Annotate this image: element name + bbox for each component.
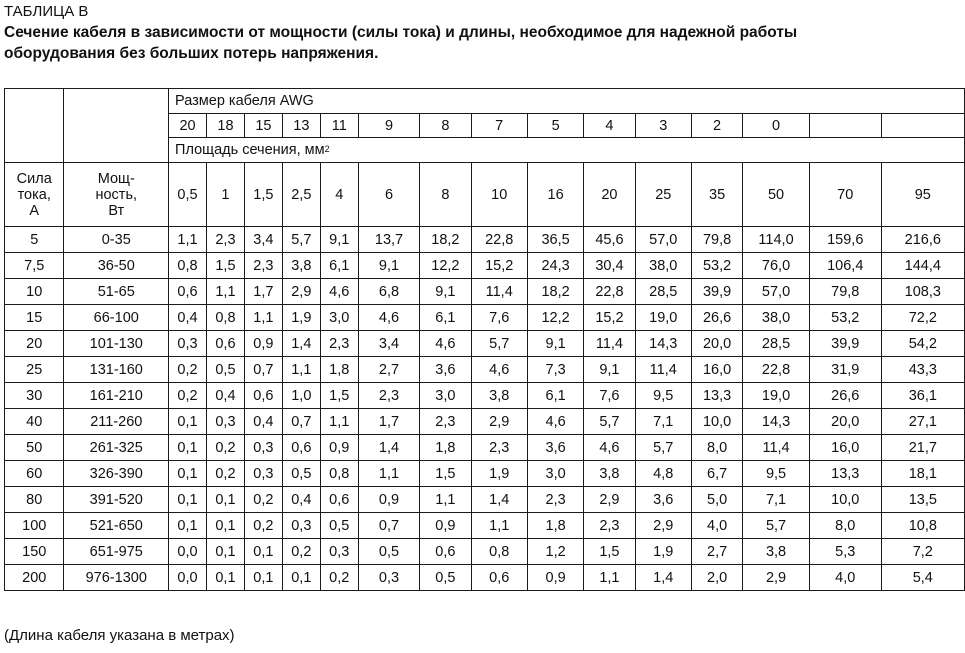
length-cell: 0,7	[244, 357, 282, 383]
length-cell: 0,6	[282, 435, 320, 461]
current-cell: 60	[5, 461, 64, 487]
length-cell: 0,8	[320, 461, 358, 487]
length-cell: 5,0	[691, 487, 742, 513]
length-cell: 1,1	[471, 513, 527, 539]
awg-size-cell: 0	[743, 114, 810, 138]
table-row	[5, 513, 965, 539]
area-cell: 0,5	[169, 163, 207, 227]
power-cell: 36-50	[64, 253, 169, 279]
length-cell: 9,5	[635, 383, 691, 409]
length-cell: 13,3	[809, 461, 881, 487]
length-cell: 5,7	[635, 435, 691, 461]
length-cell: 14,3	[743, 409, 810, 435]
length-cell: 0,1	[244, 539, 282, 565]
table-subtitle: Сечение кабеля в зависимости от мощности (силы тока) и длины, необходимое для надежной работы оборудования без больших потерь напряжения.	[4, 24, 798, 62]
power-cell: 391-520	[64, 487, 169, 513]
table-row	[5, 565, 965, 591]
table-row	[5, 487, 965, 513]
length-cell: 2,0	[691, 565, 742, 591]
power-cell: 261-325	[64, 435, 169, 461]
length-cell: 79,8	[691, 227, 742, 253]
length-cell: 22,8	[471, 227, 527, 253]
length-cell: 6,1	[420, 305, 471, 331]
length-cell: 0,5	[320, 513, 358, 539]
length-cell: 0,3	[358, 565, 420, 591]
power-cell: 211-260	[64, 409, 169, 435]
length-cell: 1,5	[320, 383, 358, 409]
current-cell: 150	[5, 539, 64, 565]
length-cell: 0,1	[169, 435, 207, 461]
power-cell: 51-65	[64, 279, 169, 305]
area-cell: 25	[635, 163, 691, 227]
length-cell: 6,8	[358, 279, 420, 305]
table-row	[5, 435, 965, 461]
length-cell: 8,0	[809, 513, 881, 539]
length-cell: 0,9	[320, 435, 358, 461]
length-cell: 0,5	[282, 461, 320, 487]
length-cell: 6,1	[527, 383, 583, 409]
length-cell: 2,9	[282, 279, 320, 305]
length-cell: 7,3	[527, 357, 583, 383]
length-cell: 18,2	[527, 279, 583, 305]
length-cell: 1,1	[169, 227, 207, 253]
length-cell: 57,0	[743, 279, 810, 305]
length-cell: 9,5	[743, 461, 810, 487]
length-cell: 1,1	[584, 565, 635, 591]
length-cell: 0,1	[169, 409, 207, 435]
awg-size-cell: 3	[635, 114, 691, 138]
awg-size-cell: 5	[527, 114, 583, 138]
length-cell: 0,1	[206, 487, 244, 513]
power-cell: 131-160	[64, 357, 169, 383]
area-cell: 16	[527, 163, 583, 227]
length-cell: 3,4	[244, 227, 282, 253]
length-cell: 0,1	[206, 513, 244, 539]
length-cell: 2,3	[320, 331, 358, 357]
length-cell: 0,5	[358, 539, 420, 565]
length-cell: 1,4	[358, 435, 420, 461]
length-cell: 11,4	[584, 331, 635, 357]
length-cell: 1,4	[635, 565, 691, 591]
table-row	[5, 279, 965, 305]
length-cell: 4,0	[691, 513, 742, 539]
length-cell: 0,4	[282, 487, 320, 513]
length-cell: 1,8	[420, 435, 471, 461]
length-cell: 0,2	[244, 513, 282, 539]
length-cell: 4,8	[635, 461, 691, 487]
length-cell: 4,6	[527, 409, 583, 435]
length-cell: 4,6	[358, 305, 420, 331]
length-cell: 26,6	[809, 383, 881, 409]
length-cell: 39,9	[809, 331, 881, 357]
length-cell: 4,6	[584, 435, 635, 461]
length-cell: 0,8	[471, 539, 527, 565]
length-cell: 53,2	[809, 305, 881, 331]
length-cell: 13,7	[358, 227, 420, 253]
length-cell: 36,1	[881, 383, 964, 409]
length-cell: 0,2	[206, 461, 244, 487]
current-cell: 50	[5, 435, 64, 461]
length-cell: 21,7	[881, 435, 964, 461]
area-cell: 1,5	[244, 163, 282, 227]
length-cell: 11,4	[743, 435, 810, 461]
length-cell: 0,2	[320, 565, 358, 591]
length-cell: 6,7	[691, 461, 742, 487]
length-cell: 4,6	[320, 279, 358, 305]
length-cell: 13,3	[691, 383, 742, 409]
length-cell: 53,2	[691, 253, 742, 279]
current-cell: 80	[5, 487, 64, 513]
length-cell: 0,6	[206, 331, 244, 357]
length-cell: 10,0	[691, 409, 742, 435]
length-cell: 3,0	[320, 305, 358, 331]
awg-size-cell: 18	[206, 114, 244, 138]
length-cell: 7,6	[471, 305, 527, 331]
length-cell: 2,9	[635, 513, 691, 539]
length-cell: 31,9	[809, 357, 881, 383]
length-cell: 5,3	[809, 539, 881, 565]
length-cell: 1,7	[358, 409, 420, 435]
length-cell: 2,7	[358, 357, 420, 383]
length-cell: 16,0	[809, 435, 881, 461]
current-cell: 100	[5, 513, 64, 539]
length-cell: 22,8	[743, 357, 810, 383]
length-cell: 4,0	[809, 565, 881, 591]
corner-header-left	[5, 89, 64, 163]
length-cell: 9,1	[527, 331, 583, 357]
length-cell: 3,8	[471, 383, 527, 409]
length-cell: 30,4	[584, 253, 635, 279]
length-cell: 10,0	[809, 487, 881, 513]
length-cell: 15,2	[471, 253, 527, 279]
length-cell: 26,6	[691, 305, 742, 331]
area-cell: 8	[420, 163, 471, 227]
awg-size-cell: 2	[691, 114, 742, 138]
awg-size-cell: 20	[169, 114, 207, 138]
table-label: ТАБЛИЦА B	[4, 3, 89, 20]
length-cell: 0,2	[282, 539, 320, 565]
length-cell: 11,4	[471, 279, 527, 305]
table-row	[5, 409, 965, 435]
area-cell: 1	[206, 163, 244, 227]
length-cell: 1,9	[471, 461, 527, 487]
length-cell: 2,3	[584, 513, 635, 539]
length-cell: 0,4	[206, 383, 244, 409]
length-cell: 0,2	[206, 435, 244, 461]
power-header: Мощ- ность, Вт	[64, 163, 169, 227]
length-cell: 2,3	[206, 227, 244, 253]
length-cell: 79,8	[809, 279, 881, 305]
length-cell: 0,1	[206, 539, 244, 565]
length-cell: 0,5	[420, 565, 471, 591]
length-cell: 3,6	[527, 435, 583, 461]
length-cell: 0,1	[169, 461, 207, 487]
length-cell: 1,5	[584, 539, 635, 565]
current-cell: 5	[5, 227, 64, 253]
length-cell: 159,6	[809, 227, 881, 253]
length-cell: 18,1	[881, 461, 964, 487]
length-cell: 0,3	[320, 539, 358, 565]
length-cell: 1,4	[471, 487, 527, 513]
length-cell: 22,8	[584, 279, 635, 305]
power-cell: 66-100	[64, 305, 169, 331]
length-cell: 27,1	[881, 409, 964, 435]
length-cell: 9,1	[320, 227, 358, 253]
length-cell: 0,9	[527, 565, 583, 591]
power-cell: 0-35	[64, 227, 169, 253]
length-cell: 12,2	[420, 253, 471, 279]
length-cell: 0,7	[282, 409, 320, 435]
length-cell: 20,0	[691, 331, 742, 357]
length-cell: 5,4	[881, 565, 964, 591]
area-cell: 6	[358, 163, 420, 227]
current-cell: 7,5	[5, 253, 64, 279]
length-cell: 1,2	[527, 539, 583, 565]
length-cell: 3,6	[420, 357, 471, 383]
table-row	[5, 331, 965, 357]
length-cell: 2,3	[358, 383, 420, 409]
length-cell: 0,9	[420, 513, 471, 539]
length-cell: 1,1	[206, 279, 244, 305]
length-cell: 10,8	[881, 513, 964, 539]
length-cell: 108,3	[881, 279, 964, 305]
length-cell: 1,1	[420, 487, 471, 513]
awg-size-cell: 8	[420, 114, 471, 138]
awg-label-row	[5, 89, 965, 114]
length-cell: 0,1	[244, 565, 282, 591]
length-cell: 1,5	[420, 461, 471, 487]
length-cell: 106,4	[809, 253, 881, 279]
length-cell: 0,2	[169, 383, 207, 409]
length-cell: 38,0	[635, 253, 691, 279]
length-cell: 1,8	[320, 357, 358, 383]
length-cell: 4,6	[420, 331, 471, 357]
area-cell: 70	[809, 163, 881, 227]
length-cell: 0,6	[320, 487, 358, 513]
length-cell: 114,0	[743, 227, 810, 253]
current-cell: 25	[5, 357, 64, 383]
length-cell: 5,7	[282, 227, 320, 253]
length-cell: 1,1	[358, 461, 420, 487]
length-cell: 7,2	[881, 539, 964, 565]
length-cell: 13,5	[881, 487, 964, 513]
area-cell: 20	[584, 163, 635, 227]
length-cell: 3,4	[358, 331, 420, 357]
area-unit-sup: 2	[324, 144, 330, 154]
length-cell: 19,0	[743, 383, 810, 409]
table-row	[5, 253, 965, 279]
length-cell: 12,2	[527, 305, 583, 331]
footnote: (Длина кабеля указана в метрах)	[4, 627, 235, 644]
length-cell: 0,4	[169, 305, 207, 331]
length-cell: 19,0	[635, 305, 691, 331]
table-row	[5, 357, 965, 383]
length-cell: 54,2	[881, 331, 964, 357]
length-cell: 57,0	[635, 227, 691, 253]
length-cell: 5,7	[471, 331, 527, 357]
awg-size-cell: 11	[320, 114, 358, 138]
length-cell: 0,8	[206, 305, 244, 331]
length-cell: 0,9	[244, 331, 282, 357]
area-cell: 4	[320, 163, 358, 227]
length-cell: 3,8	[743, 539, 810, 565]
power-cell: 161-210	[64, 383, 169, 409]
length-cell: 45,6	[584, 227, 635, 253]
power-cell: 976-1300	[64, 565, 169, 591]
length-cell: 0,0	[169, 565, 207, 591]
length-cell: 6,1	[320, 253, 358, 279]
length-cell: 1,0	[282, 383, 320, 409]
power-cell: 651-975	[64, 539, 169, 565]
length-cell: 0,6	[420, 539, 471, 565]
length-cell: 0,3	[206, 409, 244, 435]
length-cell: 0,2	[169, 357, 207, 383]
length-cell: 1,1	[244, 305, 282, 331]
corner-header-right	[64, 89, 169, 163]
length-cell: 7,1	[635, 409, 691, 435]
length-cell: 0,3	[244, 435, 282, 461]
length-cell: 7,6	[584, 383, 635, 409]
current-cell: 20	[5, 331, 64, 357]
length-cell: 0,6	[471, 565, 527, 591]
area-cell: 35	[691, 163, 742, 227]
length-cell: 1,9	[635, 539, 691, 565]
length-cell: 0,3	[244, 461, 282, 487]
length-cell: 36,5	[527, 227, 583, 253]
length-cell: 0,5	[206, 357, 244, 383]
length-cell: 5,7	[743, 513, 810, 539]
length-cell: 43,3	[881, 357, 964, 383]
heading	[4, 2, 962, 64]
length-cell: 9,1	[584, 357, 635, 383]
length-cell: 76,0	[743, 253, 810, 279]
awg-size-cell: 13	[282, 114, 320, 138]
length-cell: 0,8	[169, 253, 207, 279]
awg-size-cell	[881, 114, 964, 138]
length-cell: 16,0	[691, 357, 742, 383]
length-cell: 1,9	[282, 305, 320, 331]
awg-size-label: Размер кабеля AWG	[169, 89, 965, 114]
length-cell: 2,3	[244, 253, 282, 279]
length-cell: 0,6	[244, 383, 282, 409]
area-cell: 10	[471, 163, 527, 227]
length-cell: 1,4	[282, 331, 320, 357]
column-header-row	[5, 163, 965, 227]
length-cell: 11,4	[635, 357, 691, 383]
awg-size-cell: 15	[244, 114, 282, 138]
length-cell: 2,9	[471, 409, 527, 435]
awg-size-cell: 4	[584, 114, 635, 138]
length-cell: 9,1	[420, 279, 471, 305]
length-cell: 28,5	[635, 279, 691, 305]
area-cell: 50	[743, 163, 810, 227]
length-cell: 3,0	[420, 383, 471, 409]
length-cell: 4,6	[471, 357, 527, 383]
length-cell: 8,0	[691, 435, 742, 461]
current-cell: 10	[5, 279, 64, 305]
power-cell: 521-650	[64, 513, 169, 539]
area-cell: 95	[881, 163, 964, 227]
current-header: Сила тока, A	[5, 163, 64, 227]
length-cell: 3,6	[635, 487, 691, 513]
length-cell: 0,1	[206, 565, 244, 591]
length-cell: 7,1	[743, 487, 810, 513]
length-cell: 38,0	[743, 305, 810, 331]
awg-size-cell	[809, 114, 881, 138]
length-cell: 0,3	[169, 331, 207, 357]
length-cell: 1,1	[282, 357, 320, 383]
length-cell: 2,3	[471, 435, 527, 461]
length-cell: 1,1	[320, 409, 358, 435]
area-label-text: Площадь сечения, мм	[175, 142, 325, 158]
current-cell: 15	[5, 305, 64, 331]
length-cell: 0,1	[169, 487, 207, 513]
length-cell: 5,7	[584, 409, 635, 435]
awg-size-cell: 9	[358, 114, 420, 138]
length-cell: 2,3	[420, 409, 471, 435]
power-cell: 326-390	[64, 461, 169, 487]
length-cell: 14,3	[635, 331, 691, 357]
length-cell: 2,9	[584, 487, 635, 513]
awg-size-cell: 7	[471, 114, 527, 138]
current-cell: 30	[5, 383, 64, 409]
length-cell: 0,9	[358, 487, 420, 513]
length-cell: 0,7	[358, 513, 420, 539]
power-cell: 101-130	[64, 331, 169, 357]
length-cell: 28,5	[743, 331, 810, 357]
length-cell: 24,3	[527, 253, 583, 279]
length-cell: 0,6	[169, 279, 207, 305]
cable-section-table	[4, 88, 965, 591]
current-cell: 40	[5, 409, 64, 435]
table-row	[5, 227, 965, 253]
length-cell: 20,0	[809, 409, 881, 435]
table-row	[5, 383, 965, 409]
length-cell: 9,1	[358, 253, 420, 279]
length-cell: 216,6	[881, 227, 964, 253]
length-cell: 0,1	[282, 565, 320, 591]
length-cell: 144,4	[881, 253, 964, 279]
current-cell: 200	[5, 565, 64, 591]
length-cell: 3,8	[584, 461, 635, 487]
length-cell: 3,0	[527, 461, 583, 487]
length-cell: 18,2	[420, 227, 471, 253]
length-cell: 1,8	[527, 513, 583, 539]
length-cell: 3,8	[282, 253, 320, 279]
length-cell: 2,9	[743, 565, 810, 591]
length-cell: 1,7	[244, 279, 282, 305]
length-cell: 0,0	[169, 539, 207, 565]
table-row	[5, 539, 965, 565]
area-label	[169, 138, 965, 163]
length-cell: 15,2	[584, 305, 635, 331]
length-cell: 0,3	[282, 513, 320, 539]
length-cell: 1,5	[206, 253, 244, 279]
table-row	[5, 305, 965, 331]
length-cell: 72,2	[881, 305, 964, 331]
length-cell: 0,4	[244, 409, 282, 435]
length-cell: 2,7	[691, 539, 742, 565]
table-row	[5, 461, 965, 487]
length-cell: 0,1	[169, 513, 207, 539]
area-cell: 2,5	[282, 163, 320, 227]
length-cell: 39,9	[691, 279, 742, 305]
length-cell: 2,3	[527, 487, 583, 513]
length-cell: 0,2	[244, 487, 282, 513]
